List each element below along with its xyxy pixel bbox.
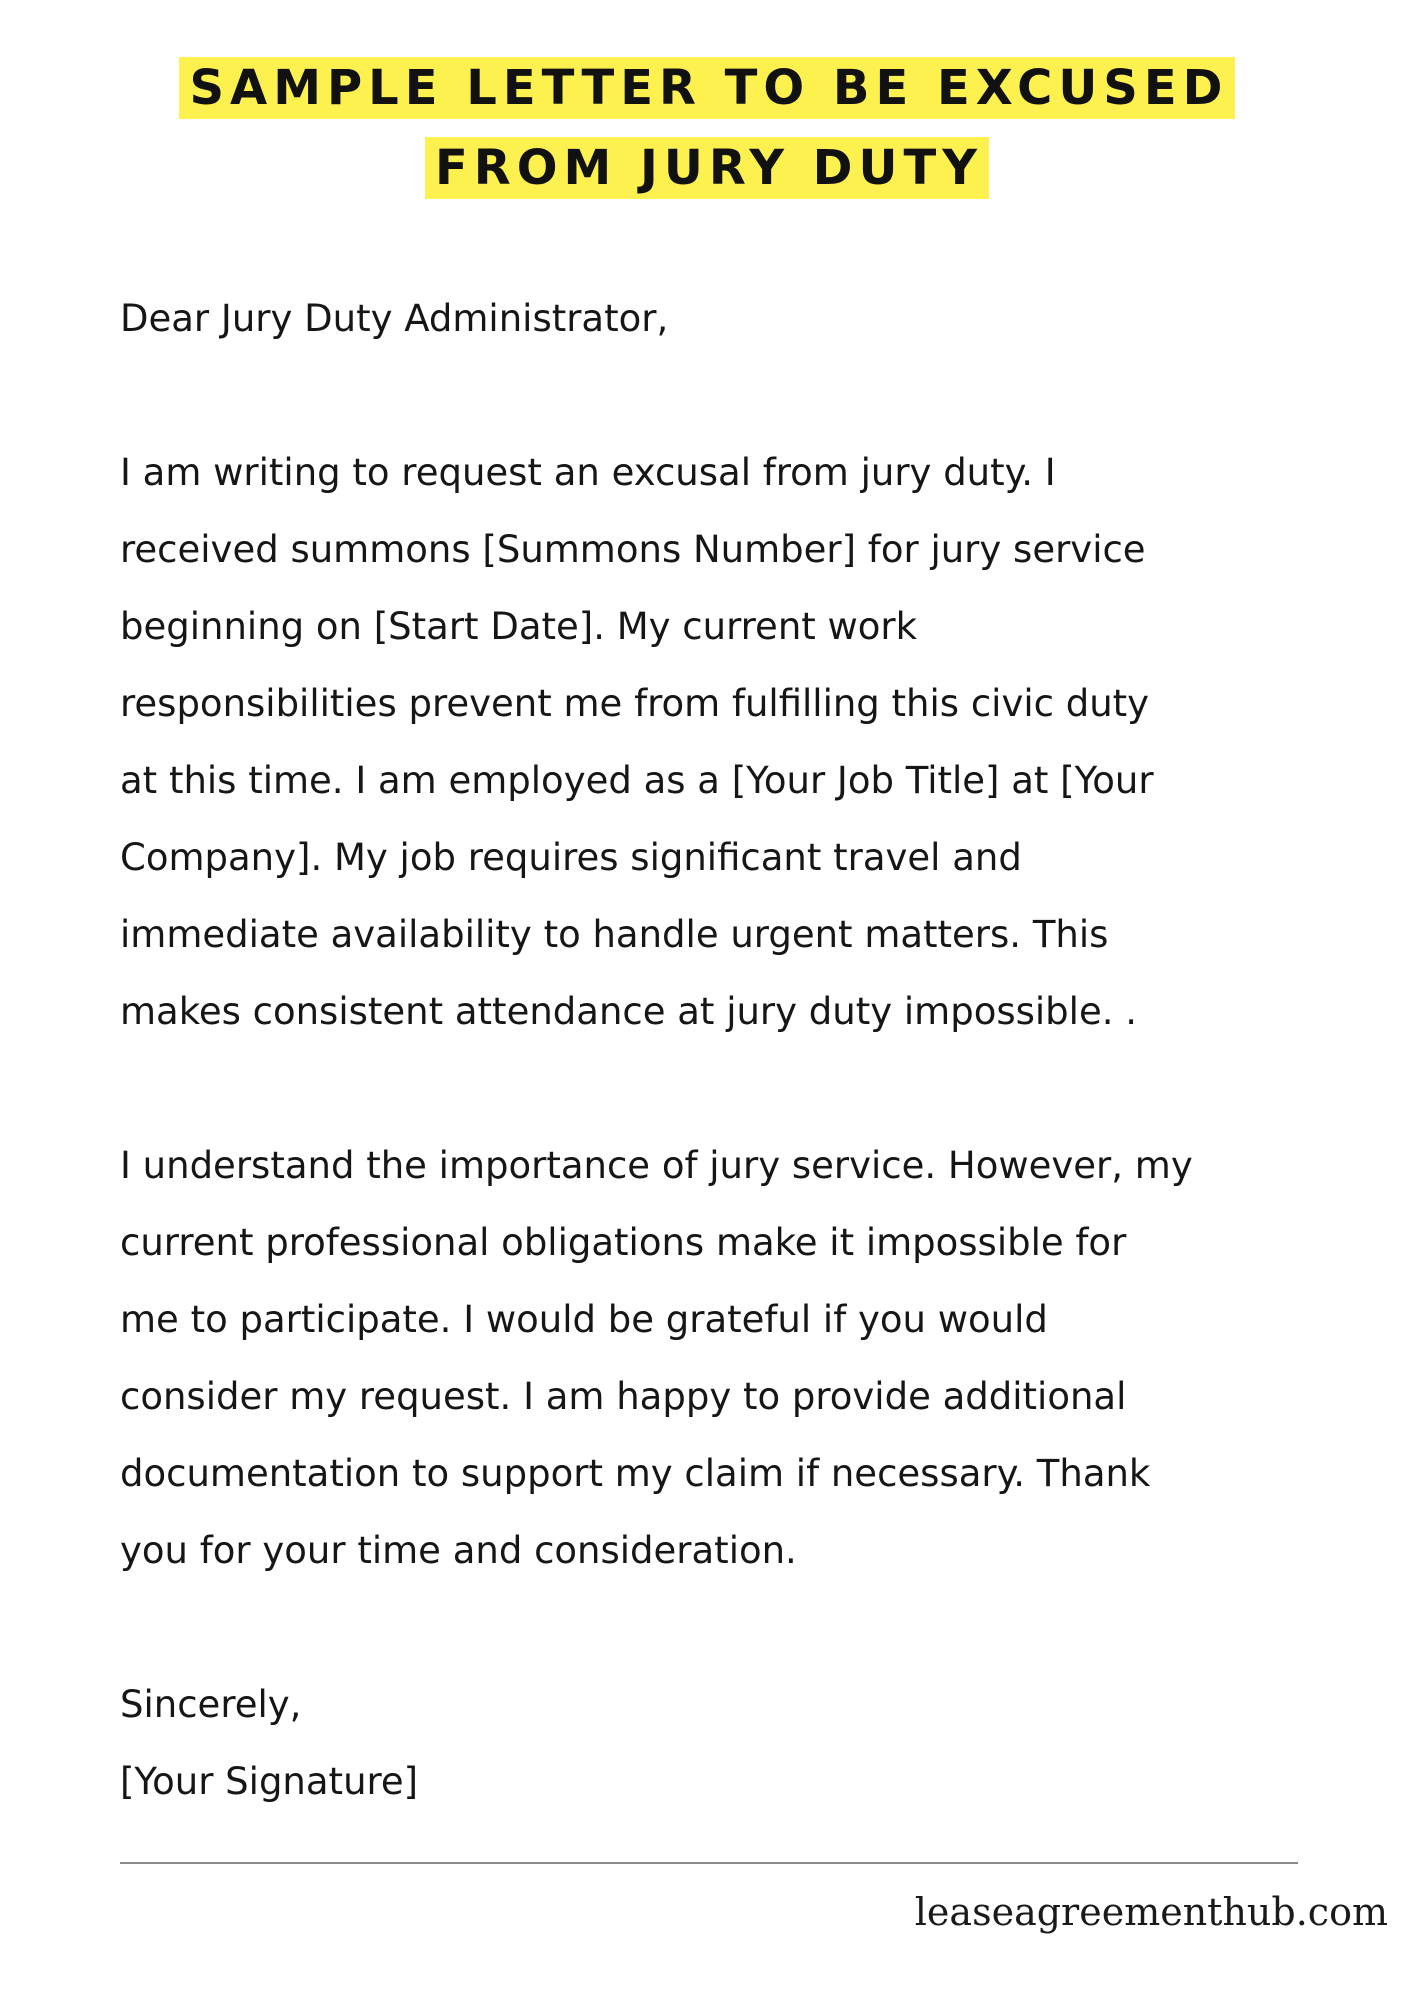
- title-line-2: FROM JURY DUTY: [425, 137, 989, 199]
- paragraph-2-line: documentation to support my claim if necessary. Thank: [120, 1452, 1151, 1495]
- paragraph-1-line: beginning on [Start Date]. My current work: [120, 605, 918, 648]
- footer-divider: [120, 1862, 1298, 1864]
- paragraph-2-line: I understand the importance of jury service. However, my: [120, 1144, 1193, 1187]
- letter-body: [120, 280, 1370, 1820]
- salutation: Dear Jury Duty Administrator,: [120, 297, 669, 340]
- paragraph-1-line: I am writing to request an excusal from jury duty. I: [120, 451, 1056, 494]
- signature-placeholder: [Your Signature]: [120, 1760, 419, 1803]
- paragraph-1-line: at this time. I am employed as a [Your Job Title] at [Your: [120, 759, 1154, 802]
- paragraph-2: [120, 1127, 1370, 1589]
- spacer: [120, 1589, 1370, 1666]
- page-title: [0, 48, 1414, 208]
- title-line-1: SAMPLE LETTER TO BE EXCUSED: [179, 57, 1234, 119]
- footer-website: leaseagreementhub.com: [914, 1890, 1388, 1934]
- paragraph-2-line: consider my request. I am happy to provide additional: [120, 1375, 1127, 1418]
- paragraph-1: [120, 434, 1370, 1050]
- paragraph-1-line: makes consistent attendance at jury duty impossible. .: [120, 990, 1137, 1033]
- closing: Sincerely,: [120, 1683, 302, 1726]
- paragraph-1-line: received summons [Summons Number] for jury service: [120, 528, 1146, 571]
- paragraph-1-line: responsibilities prevent me from fulfilling this civic duty: [120, 682, 1150, 725]
- spacer: [120, 357, 1370, 434]
- paragraph-1-line: immediate availability to handle urgent matters. This: [120, 913, 1109, 956]
- paragraph-1-line: Company]. My job requires significant travel and: [120, 836, 1022, 879]
- paragraph-2-line: current professional obligations make it impossible for: [120, 1221, 1127, 1264]
- paragraph-2-line: me to participate. I would be grateful if you would: [120, 1298, 1048, 1341]
- paragraph-2-line: you for your time and consideration.: [120, 1529, 797, 1572]
- spacer: [120, 1050, 1370, 1127]
